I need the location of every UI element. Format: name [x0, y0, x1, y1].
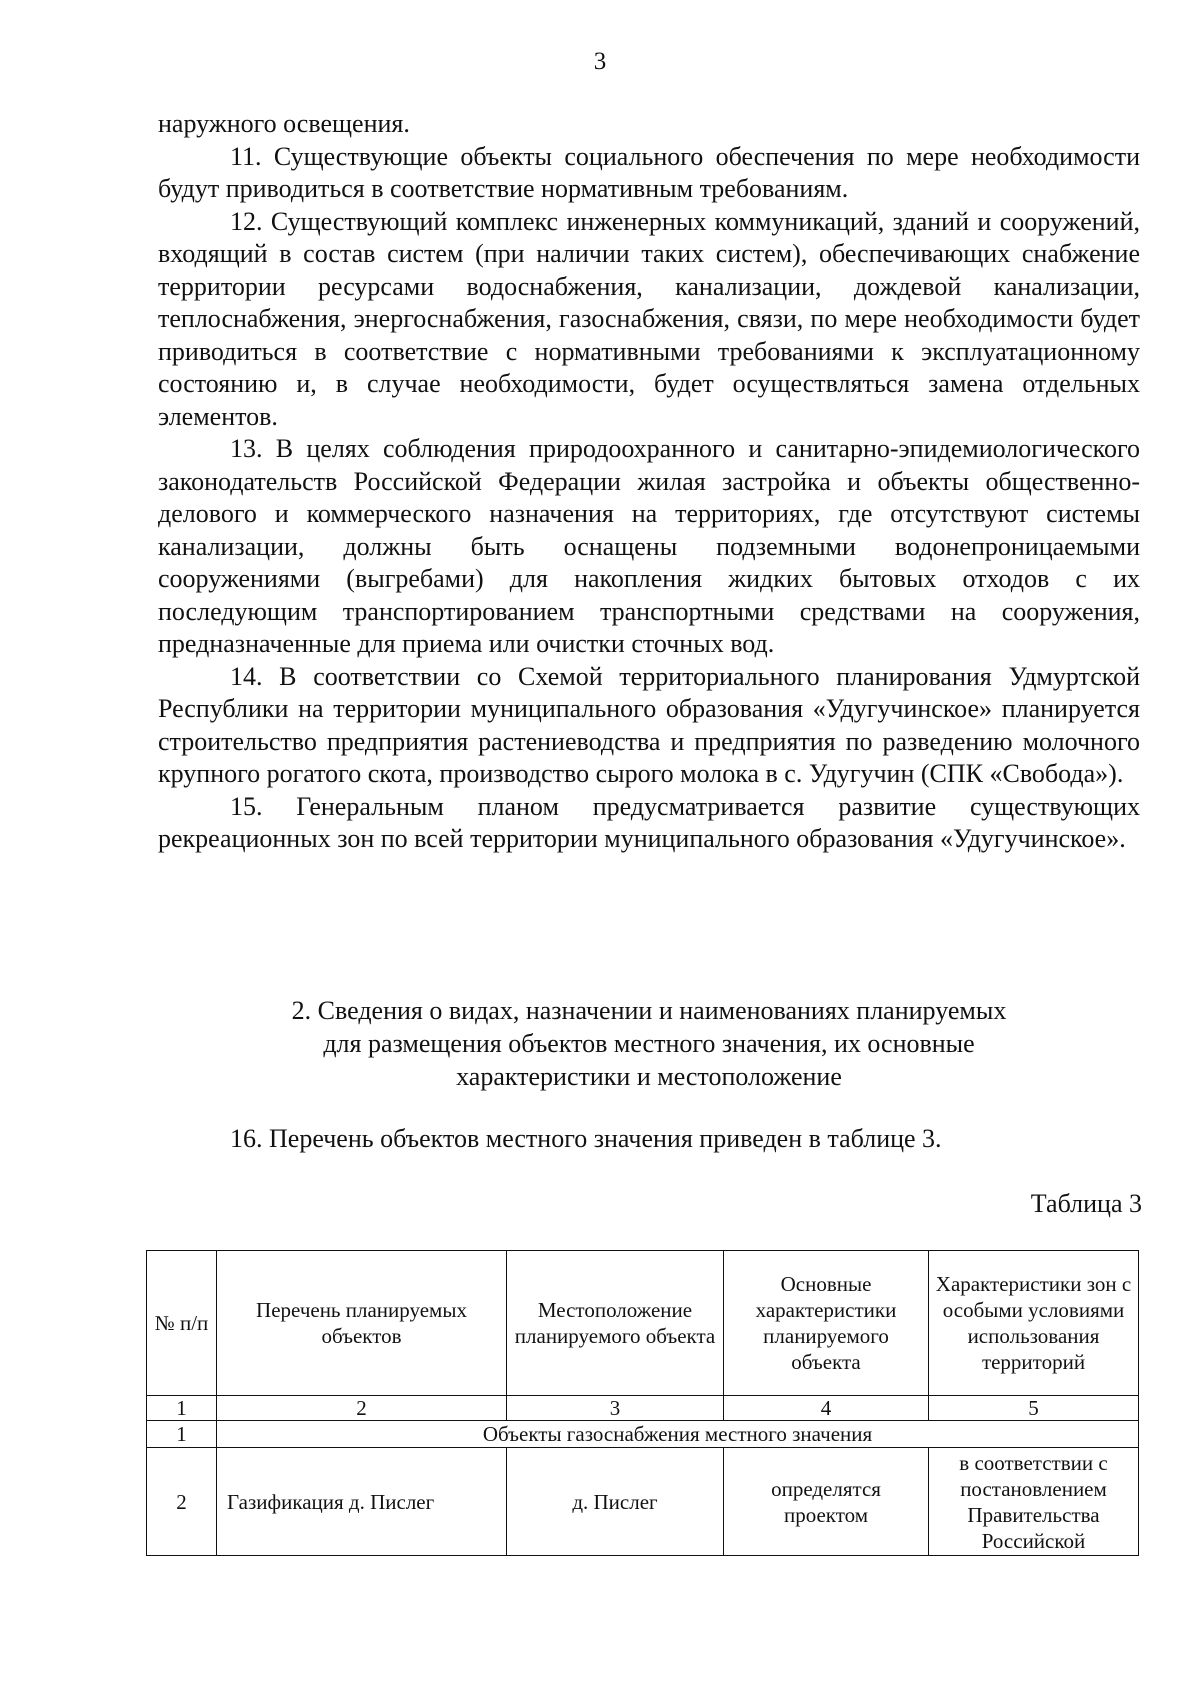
header-zone-characteristics: Характеристики зон с особыми условиями использования территорий: [929, 1251, 1139, 1396]
column-number: 2: [217, 1396, 507, 1421]
paragraph-16: 16. Перечень объектов местного значения приведен в таблице 3.: [230, 1124, 942, 1153]
column-numbers-row: [147, 1396, 1139, 1421]
row-location: д. Пислег: [507, 1448, 724, 1556]
group-row-title: Объекты газоснабжения местного значения: [217, 1421, 1139, 1448]
paragraph-15: 15. Генеральным планом предусматривается развитие существующих рекреационных зон по всей территории муниципального образования «Удугучинское».: [158, 791, 1140, 853]
header-location: Местоположение планируемого объекта: [507, 1251, 724, 1396]
table-header-row: [147, 1251, 1139, 1396]
group-row: [147, 1421, 1139, 1448]
row-number: 2: [147, 1448, 217, 1556]
paragraph-11: 11. Существующие объекты социального обеспечения по мере необходимости будут приводиться в соответствие нормативным требованиям.: [158, 141, 1140, 203]
header-objects-list: Перечень планируемых объектов: [217, 1251, 507, 1396]
paragraph-14: 14. В соответствии со Схемой территориального планирования Удмуртской Республики на территории муниципального образования «Удугучинское» планируется строительство предприятия растениеводства и предприятия по разведению молочного крупного рогатого скота, производство сырого молока в с. Удугучин (СПК «Свобода»).: [158, 661, 1140, 788]
paragraph-12: 12. Существующий комплекс инженерных коммуникаций, зданий и сооружений, входящий в состав систем (при наличии таких систем), обеспечивающих снабжение территории ресурсами водоснабжения, канализации, дождевой канализации, теплоснабжения, энергоснабжения, газоснабжения, связи, по мере необходимости будет приводиться в соответствие с нормативными требованиями к эксплуатационному состоянию и, в случае необходимости, будет осуществляться замена отдельных элементов.: [158, 206, 1140, 431]
page-number: 3: [593, 48, 607, 75]
objects-table: [146, 1250, 1139, 1556]
section-heading-line: для размещения объектов местного значения, их основные: [323, 1029, 975, 1058]
paragraph-continuation: наружного освещения.: [158, 109, 410, 138]
column-number: 1: [147, 1396, 217, 1421]
column-number: 3: [507, 1396, 724, 1421]
group-row-number: 1: [147, 1421, 217, 1448]
section-heading: [158, 994, 1140, 1093]
section-heading-line: 2. Сведения о видах, назначении и наименованиях планируемых: [291, 996, 1007, 1025]
header-number: № п/п: [147, 1251, 217, 1396]
header-characteristics: Основные характеристики планируемого объекта: [724, 1251, 929, 1396]
row-object-name: Газификация д. Пислег: [217, 1448, 507, 1556]
row-characteristics: определятся проектом: [724, 1448, 929, 1556]
body-text: [158, 108, 1140, 856]
row-zones: в соответствии с постановлением Правительства Российской: [929, 1448, 1139, 1556]
paragraph-13: 13. В целях соблюдения природоохранного и санитарно-эпидемиологического законодательств Российской Федерации жилая застройка и объекты общественно-делового и коммерческого назначения на территориях, где отсутствуют системы канализации, должны быть оснащены подземными водонепроницаемыми сооружениями (выгребами) для накопления жидких бытовых отходов с их последующим транспортированием транспортными средствами на сооружения, предназначенные для приема или очистки сточных вод.: [158, 434, 1140, 658]
section-heading-line: характеристики и местоположение: [456, 1062, 842, 1091]
column-number: 4: [724, 1396, 929, 1421]
column-number: 5: [929, 1396, 1139, 1421]
table-caption: Таблица 3: [1030, 1189, 1142, 1218]
table-row: [147, 1448, 1139, 1556]
